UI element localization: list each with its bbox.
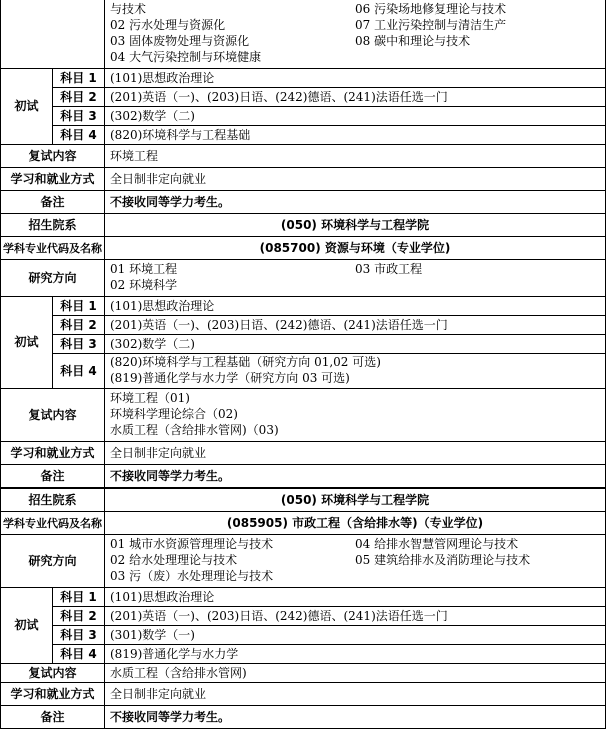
subject-4-label: 科目 4	[53, 354, 105, 389]
retest-line: 水质工程（含给排水管网)（03)	[110, 423, 279, 437]
retest-value	[105, 389, 606, 442]
major-value: (085700) 资源与环境（专业学位)	[105, 237, 606, 260]
subject-3-label: 科目 3	[53, 107, 105, 126]
direction-item: 06 污染场地修复理论与技术	[355, 2, 507, 16]
direction-label: 研究方向	[1, 260, 105, 297]
study-mode-value: 全日制非定向就业	[105, 683, 606, 706]
study-mode-label: 学习和就业方式	[1, 683, 105, 706]
subject-2-label: 科目 2	[53, 88, 105, 107]
direction-col-right	[355, 2, 600, 66]
direction-item: 01 城市水资源管理理论与技术	[110, 537, 274, 551]
direction-item: 02 环境科学	[110, 278, 178, 292]
retest-label: 复试内容	[1, 145, 105, 168]
remark-value: 不接收同等学力考生。	[105, 706, 606, 729]
subject-1-label: 科目 1	[53, 297, 105, 316]
direction-item: 01 环境工程	[110, 262, 178, 276]
exam-label: 初试	[1, 297, 53, 389]
direction-item: 02 给水处理理论与技术	[110, 553, 238, 567]
direction-label: 研究方向	[1, 535, 105, 588]
college-label: 招生院系	[1, 488, 105, 512]
retest-label: 复试内容	[1, 664, 105, 683]
direction-list	[105, 260, 606, 297]
direction-item: 07 工业污染控制与清洁生产	[355, 18, 507, 32]
direction-item: 05 建筑给排水及消防理论与技术	[355, 553, 531, 567]
study-mode-value: 全日制非定向就业	[105, 168, 606, 191]
subject-3-value: (301)数学（一)	[105, 626, 606, 645]
direction-label-cell	[1, 0, 105, 69]
remark-value: 不接收同等学力考生。	[105, 191, 606, 214]
remark-label: 备注	[1, 706, 105, 729]
subject-3-value: (302)数学（二)	[105, 335, 606, 354]
subject-4-value: (819)普通化学与水力学	[105, 645, 606, 664]
subject-2-value: (201)英语（一)、(203)日语、(242)德语、(241)法语任选一门	[105, 607, 606, 626]
retest-line: 环境工程（01)	[110, 391, 190, 405]
retest-value: 水质工程（含给排水管网)	[105, 664, 606, 683]
direction-col-left	[110, 2, 355, 66]
direction-item: 03 市政工程	[355, 262, 423, 276]
direction-col-left	[110, 537, 355, 585]
subject-1-value: (101)思想政治理论	[105, 69, 606, 88]
subject-2-label: 科目 2	[53, 316, 105, 335]
subject-1-value: (101)思想政治理论	[105, 297, 606, 316]
subject-4-label: 科目 4	[53, 645, 105, 664]
remark-value: 不接收同等学力考生。	[105, 465, 606, 489]
study-mode-label: 学习和就业方式	[1, 442, 105, 465]
major-value: (085905) 市政工程（含给排水等)（专业学位)	[105, 512, 606, 535]
subject-1-label: 科目 1	[53, 588, 105, 607]
subject-4-value: (820)环境科学与工程基础	[105, 126, 606, 145]
college-value: (050) 环境科学与工程学院	[105, 214, 606, 237]
exam-label: 初试	[1, 588, 53, 664]
direction-col-left	[110, 262, 355, 294]
major-label: 学科专业代码及名称	[1, 512, 105, 535]
study-mode-label: 学习和就业方式	[1, 168, 105, 191]
subject-1-label: 科目 1	[53, 69, 105, 88]
retest-value: 环境工程	[105, 145, 606, 168]
direction-item: 04 给排水智慧管网理论与技术	[355, 537, 519, 551]
direction-list	[105, 535, 606, 588]
direction-item: 04 大气污染控制与环境健康	[110, 50, 262, 64]
direction-item: 08 碳中和理论与技术	[355, 34, 471, 48]
subject-3-label: 科目 3	[53, 335, 105, 354]
subject-4-value	[105, 354, 606, 389]
subject-4-label: 科目 4	[53, 126, 105, 145]
subject-4-line: (819)普通化学与水力学（研究方向 03 可选)	[110, 371, 350, 385]
retest-line: 环境科学理论综合（02)	[110, 407, 238, 421]
exam-label: 初试	[1, 69, 53, 145]
major-label: 学科专业代码及名称	[1, 237, 105, 260]
retest-label: 复试内容	[1, 389, 105, 442]
subject-2-value: (201)英语（一)、(203)日语、(242)德语、(241)法语任选一门	[105, 88, 606, 107]
direction-item: 02 污水处理与资源化	[110, 18, 226, 32]
direction-col-right	[355, 537, 600, 585]
direction-list	[105, 0, 606, 69]
direction-item: 与技术	[110, 2, 147, 16]
college-label: 招生院系	[1, 214, 105, 237]
direction-item: 03 固体废物处理与资源化	[110, 34, 250, 48]
subject-2-value: (201)英语（一)、(203)日语、(242)德语、(241)法语任选一门	[105, 316, 606, 335]
subject-2-label: 科目 2	[53, 607, 105, 626]
study-mode-value: 全日制非定向就业	[105, 442, 606, 465]
college-value: (050) 环境科学与工程学院	[105, 488, 606, 512]
remark-label: 备注	[1, 191, 105, 214]
subject-3-label: 科目 3	[53, 626, 105, 645]
subject-4-line: (820)环境科学与工程基础（研究方向 01,02 可选)	[110, 355, 381, 369]
direction-item: 03 污（废）水处理理论与技术	[110, 569, 274, 583]
subject-1-value: (101)思想政治理论	[105, 588, 606, 607]
subject-3-value: (302)数学（二)	[105, 107, 606, 126]
remark-label: 备注	[1, 465, 105, 489]
direction-col-right	[355, 262, 600, 294]
